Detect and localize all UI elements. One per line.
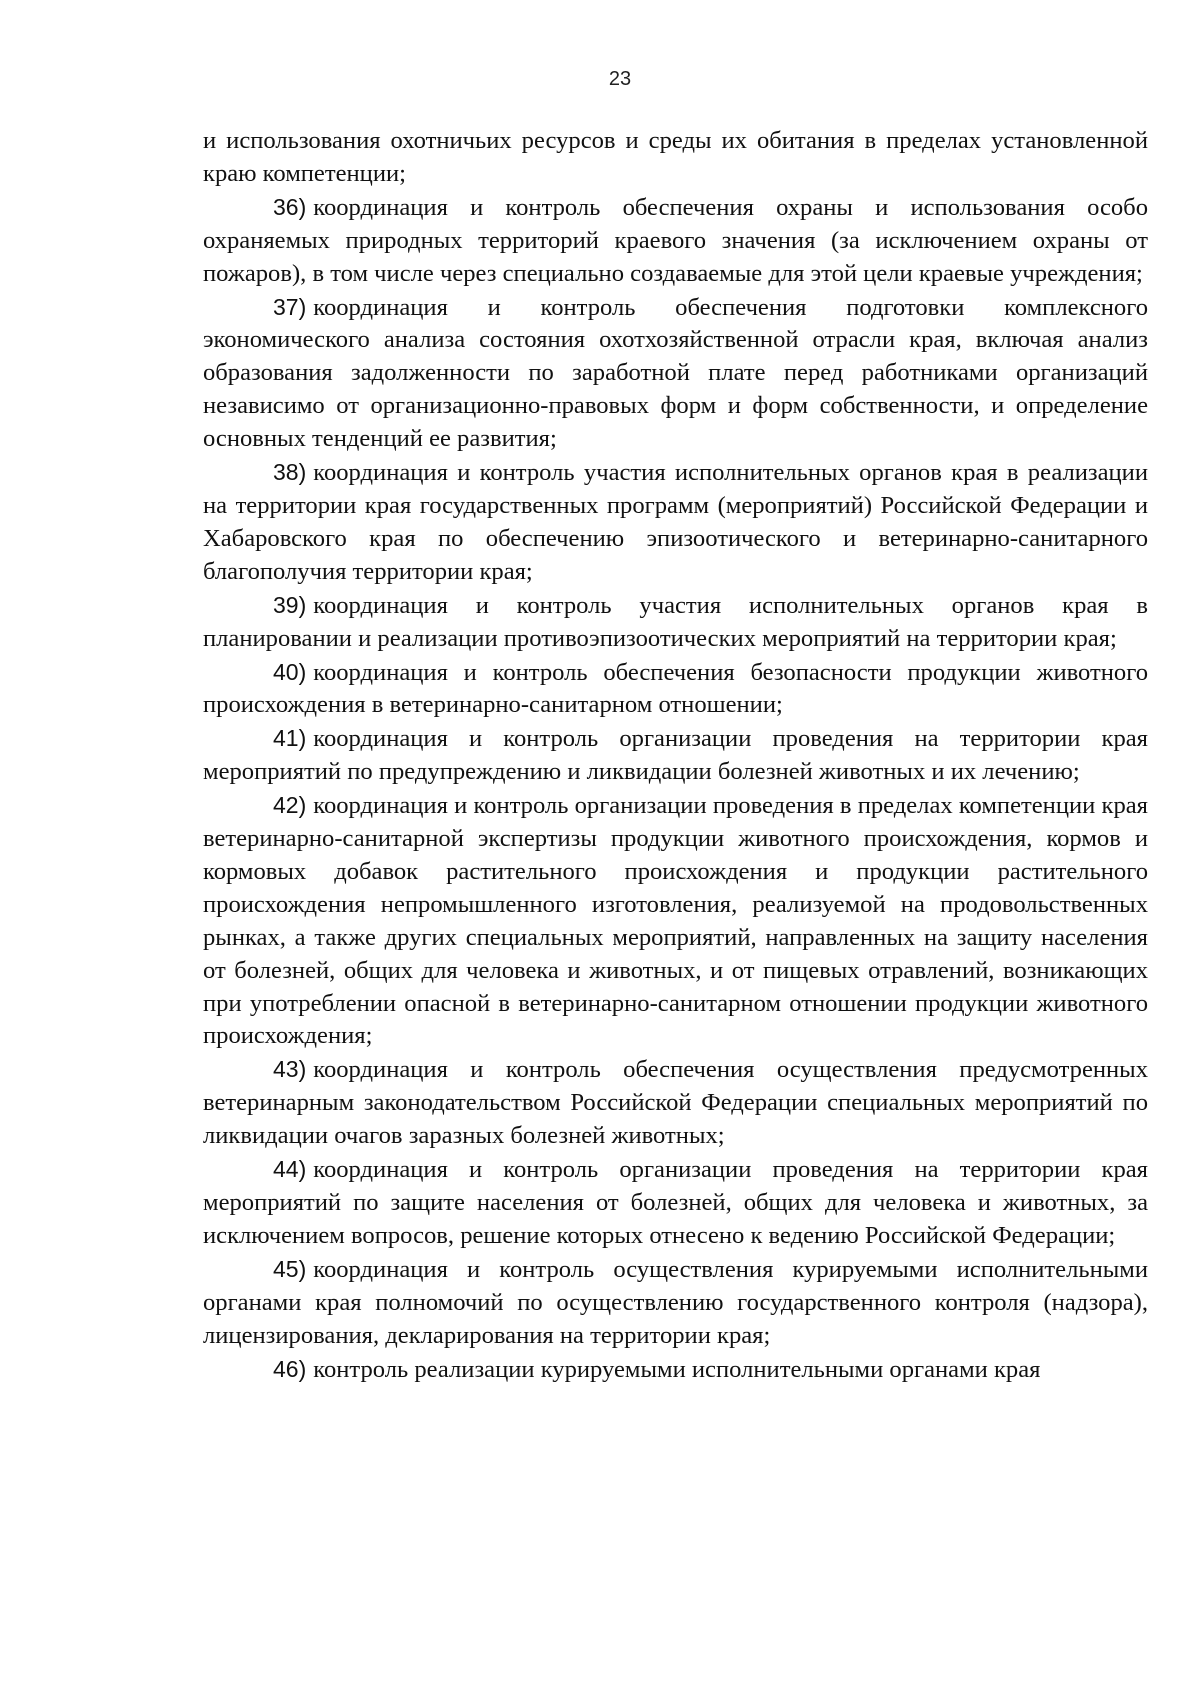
item-number: 45)	[273, 1255, 307, 1282]
document-body	[203, 125, 1148, 1386]
list-item-46	[203, 1353, 1148, 1387]
item-number: 40)	[273, 658, 307, 685]
list-item-39	[203, 589, 1148, 656]
list-item-45	[203, 1253, 1148, 1353]
item-number: 37)	[273, 293, 307, 320]
item-text: контроль реализации курируемыми исполнительными органами края	[313, 1355, 1041, 1383]
list-item-43	[203, 1053, 1148, 1153]
list-item-38	[203, 456, 1148, 589]
item-number: 36)	[273, 193, 307, 220]
item-text: координация и контроль организации проведения на территории края мероприятий по предупреждению и ликвидации болезней животных и их лечению;	[203, 725, 1148, 786]
list-item-44	[203, 1153, 1148, 1253]
item-number: 38)	[273, 459, 307, 486]
item-text: координация и контроль обеспечения охраны и использования особо охраняемых природных территорий краевого значения (за исключением охраны от пожаров), в том числе через специально создаваемые для этой цели краевые учреждения;	[203, 193, 1148, 287]
item-text: координация и контроль участия исполнительных органов края в планировании и реализации противоэпизоотических мероприятий на территории края;	[203, 591, 1148, 652]
item-text: координация и контроль обеспечения подготовки комплексного экономического анализа состояния охотхозяйственной отрасли края, включая анализ образования задолженности по заработной плате перед работниками организаций независимо от организационно-правовых форм и форм собственности, и определение основных тенденций ее развития;	[203, 293, 1148, 453]
list-item-37	[203, 291, 1148, 457]
item-number: 46)	[273, 1355, 307, 1382]
item-text: координация и контроль участия исполнительных органов края в реализации на территории края государственных программ (мероприятий) Российской Федерации и Хабаровского края по обеспечению эпизоотического и ветеринарно-санитарного благополучия территории края;	[203, 459, 1148, 585]
item-number: 44)	[273, 1156, 307, 1183]
item-text: координация и контроль организации проведения в пределах компетенции края ветеринарно-санитарной экспертизы продукции животного происхождения, кормов и кормовых добавок растительного происхождения и продукции растительного происхождения непромышленного изготовления, реализуемой на продовольственных рынках, а также других специальных мероприятий, направленных на защиту населения от болезней, общих для человека и животных, и от пищевых отравлений, возникающих при употреблении опасной в ветеринарно-санитарном отношении продукции животного происхождения;	[203, 792, 1148, 1050]
item-text: координация и контроль осуществления курируемыми исполнительными органами края полномочий по осуществлению государственного контроля (надзора), лицензирования, декларирования на территории края;	[203, 1255, 1148, 1349]
item-number: 42)	[273, 792, 307, 819]
item-number: 41)	[273, 725, 307, 752]
list-item-41	[203, 722, 1148, 789]
item-number: 39)	[273, 591, 307, 618]
list-item-40	[203, 656, 1148, 723]
item-text: координация и контроль организации проведения на территории края мероприятий по защите населения от болезней, общих для человека и животных, за исключением вопросов, решение которых отнесено к ведению Российской Федерации;	[203, 1156, 1148, 1249]
list-item-36	[203, 191, 1148, 291]
item-number: 43)	[273, 1056, 307, 1083]
item-text: координация и контроль обеспечения осуществления предусмотренных ветеринарным законодательством Российской Федерации специальных мероприятий по ликвидации очагов заразных болезней животных;	[203, 1056, 1148, 1150]
intro-paragraph: и использования охотничьих ресурсов и среды их обитания в пределах установленной краю компетенции;	[203, 127, 1148, 187]
page-number: 23	[608, 68, 632, 90]
list-item-42	[203, 789, 1148, 1053]
item-text: координация и контроль обеспечения безопасности продукции животного происхождения в ветеринарно-санитарном отношении;	[203, 658, 1148, 719]
